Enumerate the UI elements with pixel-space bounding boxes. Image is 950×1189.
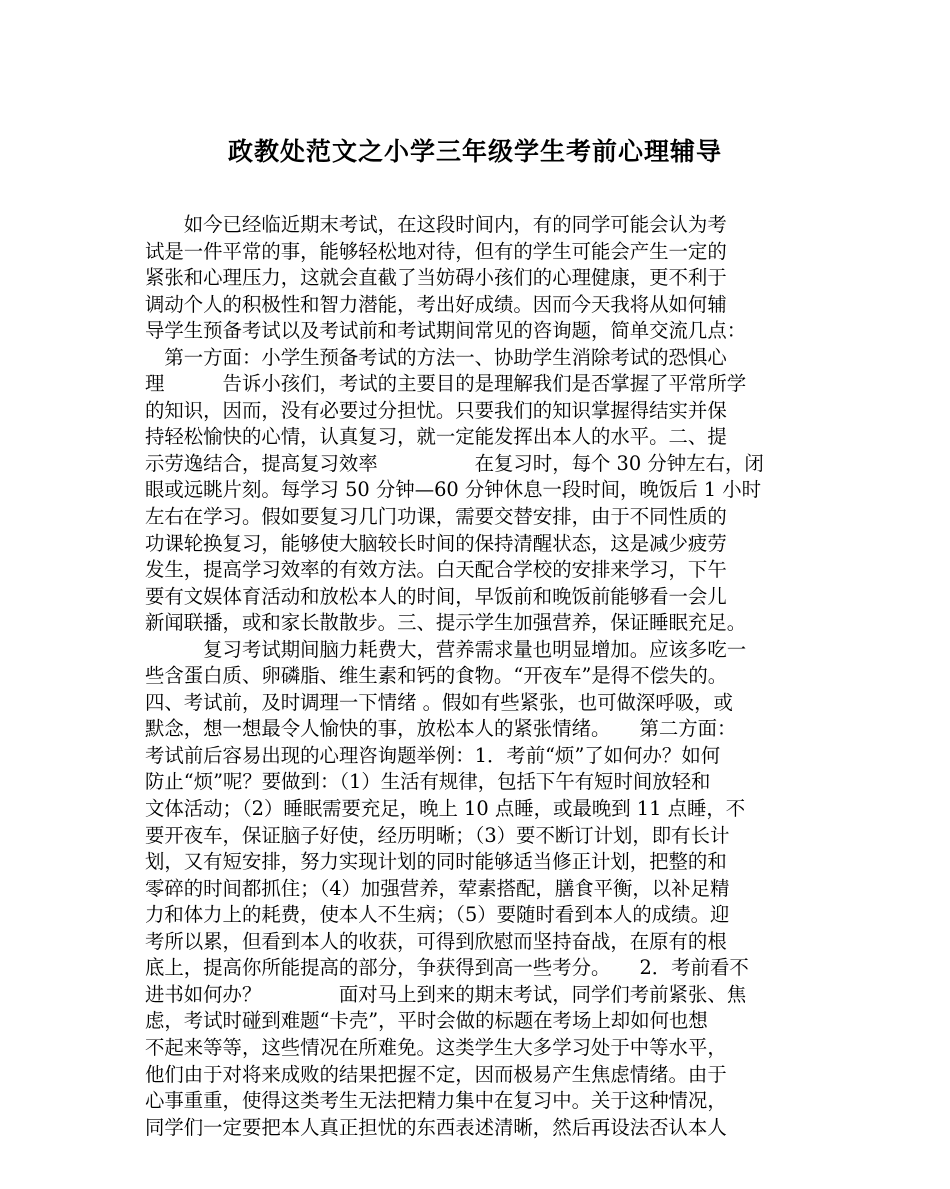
text-line: 理 告诉小孩们，考试的主要目的是理解我们是否掌握了平常所学 [145, 372, 747, 396]
text-line: 左右在学习。假如要复习几门功课，需要交替安排，由于不同性质的 [145, 505, 727, 529]
text-line: 些含蛋白质、卵磷脂、维生素和钙的食物。“开夜车”是得不偿失的。 [145, 664, 728, 688]
text-line: 调动个人的积极性和智力潜能，考出好成绩。因而今天我将从如何辅 [145, 292, 727, 316]
text-line: 功课轮换复习，能够使大脑较长时间的保持清醒状态，这是减少疲劳 [145, 531, 727, 555]
text-line: 虑，考试时碰到难题“卡壳”，平时会做的标题在考场上却如何也想 [145, 1009, 708, 1033]
text-line: 持轻松愉快的心情，认真复习，就一定能发挥出本人的水平。二、提 [145, 425, 727, 449]
text-line: 防止“烦”呢？要做到：（1）生活有规律，包括下午有短时间放轻和 [145, 770, 711, 794]
text-line: 示劳逸结合，提高复习效率 在复习时，每个 30 分钟左右，闭 [145, 451, 764, 475]
text-line: 不起来等等，这些情况在所难免。这类学生大多学习处于中等水平， [145, 1035, 727, 1059]
text-line: 进书如何办？ 面对马上到来的期末考试，同学们考前紧张、焦 [145, 982, 747, 1006]
document-title: 政教处范文之小学三年级学生考前心理辅导 [227, 137, 722, 166]
text-line: 导学生预备考试以及考试前和考试期间常见的咨询题，简单交流几点： [145, 319, 747, 343]
text-line: 如今已经临近期末考试，在这段时间内，有的同学可能会认为考 [145, 213, 727, 236]
text-line: 心事重重，使得这类考生无法把精力集中在复习中。关于这种情况， [145, 1089, 727, 1113]
text-line: 的知识，因而，没有必要过分担忧。只要我们的知识掌握得结实并保 [145, 398, 727, 422]
text-line: 划，又有短安排，努力实现计划的同时能够适当修正计划，把整的和 [145, 850, 727, 874]
text-line: 底上，提高你所能提高的部分，争获得到高一些考分。 2．考前看不 [145, 956, 749, 980]
text-line: 考所以累，但看到本人的收获，可得到欣慰而坚持奋战，在原有的根 [145, 929, 727, 953]
text-line: 复习考试期间脑力耗费大，营养需求量也明显增加。应该多吃一 [145, 637, 747, 661]
document-body [145, 212, 825, 1141]
text-line: 默念，想一想最令人愉快的事，放松本人的紧张情绪。 第二方面： [145, 717, 737, 741]
text-line: 同学们一定要把本人真正担忧的东西表述清晰，然后再设法否认本人 [145, 1115, 727, 1139]
text-line: 紧张和心理压力，这就会直截了当妨碍小孩们的心理健康，更不利于 [145, 266, 727, 290]
text-line: 要开夜车，保证脑子好使，经历明晰；（3）要不断订计划，即有长计 [145, 823, 730, 847]
text-line: 力和体力上的耗费，使本人不生病；（5）要随时看到本人的成绩。迎 [145, 903, 730, 927]
text-line: 眼或远眺片刻。每学习 50 分钟—60 分钟休息一段时间，晚饭后 1 小时 [145, 478, 762, 502]
text-line: 第一方面：小学生预备考试的方法一、协助学生消除考试的恐惧心 [145, 345, 727, 369]
text-line: 零碎的时间都抓住；（4）加强营养，荤素搭配，膳食平衡，以补足精 [145, 876, 730, 900]
text-line: 四、考试前，及时调理一下情绪 。假如有些紧张，也可做深呼吸，或 [145, 690, 733, 714]
text-line: 发生，提高学习效率的有效方法。白天配合学校的安排来学习，下午 [145, 558, 727, 582]
text-line: 要有文娱体育活动和放松本人的时间，早饭前和晚饭前能够看一会儿 [145, 584, 727, 608]
text-line: 考试前后容易出现的心理咨询题举例：1．考前“烦”了如何办？如何 [145, 743, 721, 767]
text-line: 试是一件平常的事，能够轻松地对待，但有的学生可能会产生一定的 [145, 239, 727, 263]
text-line: 新闻联播，或和家长散散步。三、提示学生加强营养，保证睡眠充足。 [145, 611, 747, 635]
text-line: 文体活动；（2）睡眠需要充足，晚上 10 点睡，或最晚到 11 点睡，不 [145, 797, 746, 821]
text-line: 他们由于对将来成败的结果把握不定，因而极易产生焦虑情绪。由于 [145, 1062, 727, 1086]
